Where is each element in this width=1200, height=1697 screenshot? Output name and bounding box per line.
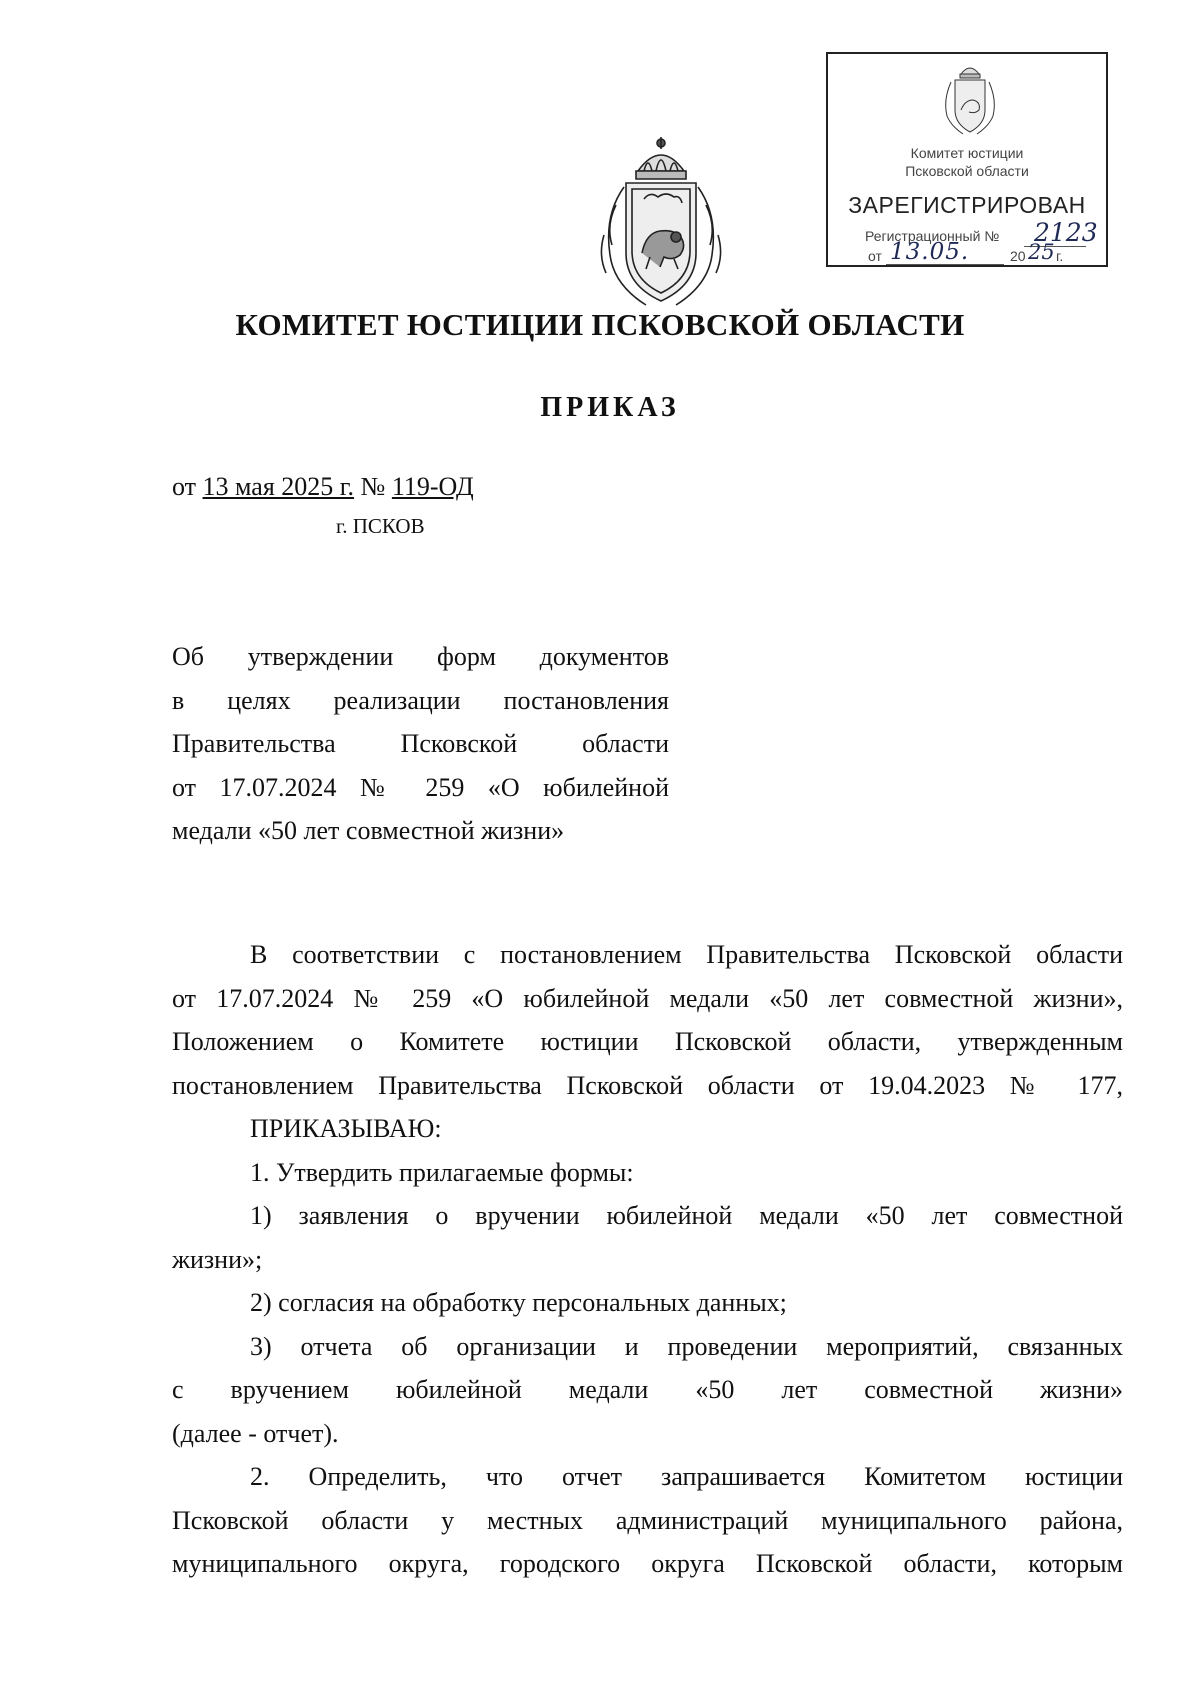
body-line-order-word: ПРИКАЗЫВАЮ: — [250, 1114, 442, 1143]
body-line-item-2: 2. Определить, что отчет запрашивается Комитетом юстиции — [250, 1462, 1123, 1491]
stamp-date-value: 13.05. — [890, 239, 970, 265]
stamp-year-value: 25 — [1028, 240, 1055, 264]
subject-line: Правительства Псковской области — [172, 729, 669, 758]
body-line: (далее - отчет). — [172, 1418, 339, 1448]
stamp-org-line2: Псковской области — [905, 163, 1029, 179]
document-type-title: ПРИКАЗ — [540, 392, 680, 423]
body-line: муниципального округа, городского округа Псковской области, которым — [172, 1549, 1123, 1578]
stamp-reg-number: 2123 — [1034, 218, 1098, 247]
registration-stamp — [826, 52, 1108, 267]
order-date-number — [172, 472, 474, 502]
order-date: 13 мая 2025 г. — [202, 472, 355, 501]
body-line-subitem-2: 2) согласия на обработку персональных данных; — [250, 1288, 787, 1317]
date-prefix: от — [172, 472, 197, 501]
order-number: 119-ОД — [391, 472, 474, 501]
body-line-item-1: 1. Утвердить прилагаемые формы: — [250, 1157, 634, 1187]
stamp-year-prefix: 20 — [1010, 248, 1026, 264]
body-line: с вручением юбилейной медали «50 лет совместной жизни» — [172, 1375, 1123, 1404]
order-body — [172, 933, 1123, 1586]
stamp-date-underline — [886, 264, 1004, 265]
body-line-subitem-1: 1) заявления о вручении юбилейной медали «50 лет совместной — [250, 1201, 1123, 1230]
body-line: от 17.07.2024 № 259 «О юбилейной медали «50 лет совместной жизни», — [172, 983, 1123, 1013]
subject-line: в целях реализации постановления — [172, 685, 669, 715]
body-line: Положением о Комитете юстиции Псковской области, утвержденным — [172, 1027, 1123, 1056]
organization-title: КОМИТЕТ ЮСТИЦИИ ПСКОВСКОЙ ОБЛАСТИ — [235, 307, 965, 342]
number-sign: № — [360, 472, 386, 501]
stamp-year-suffix: г. — [1056, 248, 1064, 264]
pskov-coat-of-arms-emblem — [586, 135, 736, 310]
body-line-subitem-3: 3) отчета об организации и проведении мероприятий, связанных — [250, 1331, 1123, 1361]
stamp-org-line1: Комитет юстиции — [910, 145, 1024, 161]
body-line: жизни»; — [172, 1244, 263, 1274]
stamp-status: ЗАРЕГИСТРИРОВАН — [848, 192, 1086, 218]
stamp-coat-of-arms-emblem — [941, 60, 999, 136]
body-line: В соответствии с постановлением Правительства Псковской области — [250, 940, 1123, 969]
subject-line: Об утверждении форм документов — [172, 642, 669, 671]
subject-line: от 17.07.2024 № 259 «О юбилейной — [172, 772, 669, 802]
subject-line: медали «50 лет совместной жизни» — [172, 816, 565, 845]
body-line: постановлением Правительства Псковской области от 19.04.2023 № 177, — [172, 1070, 1123, 1100]
body-line: Псковской области у местных администраций муниципального района, — [172, 1505, 1123, 1535]
city: г. ПСКОВ — [336, 514, 425, 538]
stamp-reg-number-label: Регистрационный № — [865, 228, 1000, 244]
stamp-date-label: от — [868, 248, 882, 264]
order-subject — [172, 635, 669, 853]
